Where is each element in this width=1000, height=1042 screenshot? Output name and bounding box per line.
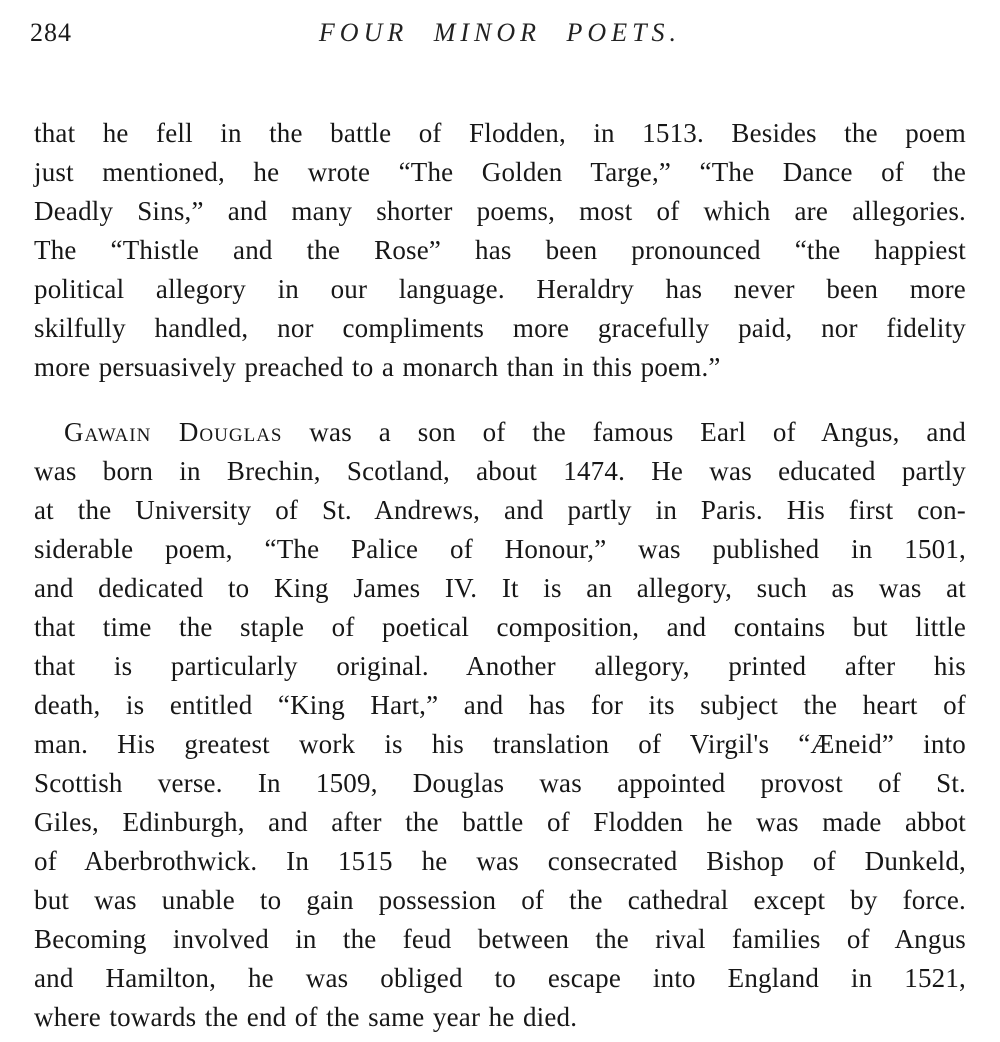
text-line: that is particularly original. Another allegory, printed after his	[34, 651, 966, 681]
text-line: at the University of St. Andrews, and partly in Paris. His first con-	[34, 495, 966, 525]
text-line: just mentioned, he wrote “The Golden Targe,” “The Dance of the	[34, 157, 966, 187]
text-line: Becoming involved in the feud between the rival families of Angus	[34, 924, 966, 954]
text-line: man. His greatest work is his translation of Virgil's “Æneid” into	[34, 729, 966, 759]
text-line: Scottish verse. In 1509, Douglas was appointed provost of St.	[34, 768, 966, 798]
text-line: death, is entitled “King Hart,” and has for its subject the heart of	[34, 690, 966, 720]
text-line: political allegory in our language. Heraldry has never been more	[34, 274, 966, 304]
text-line: where towards the end of the same year he died.	[34, 1002, 578, 1032]
text-line: that time the staple of poetical composition, and contains but little	[34, 612, 966, 642]
text-block	[34, 114, 966, 1037]
text-line: Deadly Sins,” and many shorter poems, most of which are allegories.	[34, 196, 966, 226]
text-line: but was unable to gain possession of the cathedral except by force.	[34, 885, 966, 915]
text-line: Giles, Edinburgh, and after the battle of Flodden he was made abbot	[34, 807, 966, 837]
text-line: Gawain Douglas was a son of the famous Earl of Angus, and	[64, 417, 966, 447]
text-line: siderable poem, “The Palice of Honour,” was published in 1501,	[34, 534, 966, 564]
text-line: and Hamilton, he was obliged to escape into England in 1521,	[34, 963, 966, 993]
text-line: more persuasively preached to a monarch than in this poem.”	[34, 352, 721, 382]
text-line: skilfully handled, nor compliments more gracefully paid, nor fidelity	[34, 313, 966, 343]
text-line: was born in Brechin, Scotland, about 1474. He was educated partly	[34, 456, 966, 486]
page-header	[0, 0, 1000, 68]
text-line: of Aberbrothwick. In 1515 he was consecrated Bishop of Dunkeld,	[34, 846, 966, 876]
text-line: The “Thistle and the Rose” has been pronounced “the happiest	[34, 235, 966, 265]
text-line: that he fell in the battle of Flodden, in 1513. Besides the poem	[34, 118, 966, 148]
paragraph-dunbar	[34, 114, 966, 387]
running-title: FOUR MINOR POETS.	[318, 18, 682, 47]
paragraph-gawain-douglas	[34, 413, 966, 1037]
small-caps-name: Gawain Douglas	[64, 417, 283, 447]
text-line: and dedicated to King James IV. It is an allegory, such as was at	[34, 573, 966, 603]
page-number: 284	[30, 18, 72, 47]
